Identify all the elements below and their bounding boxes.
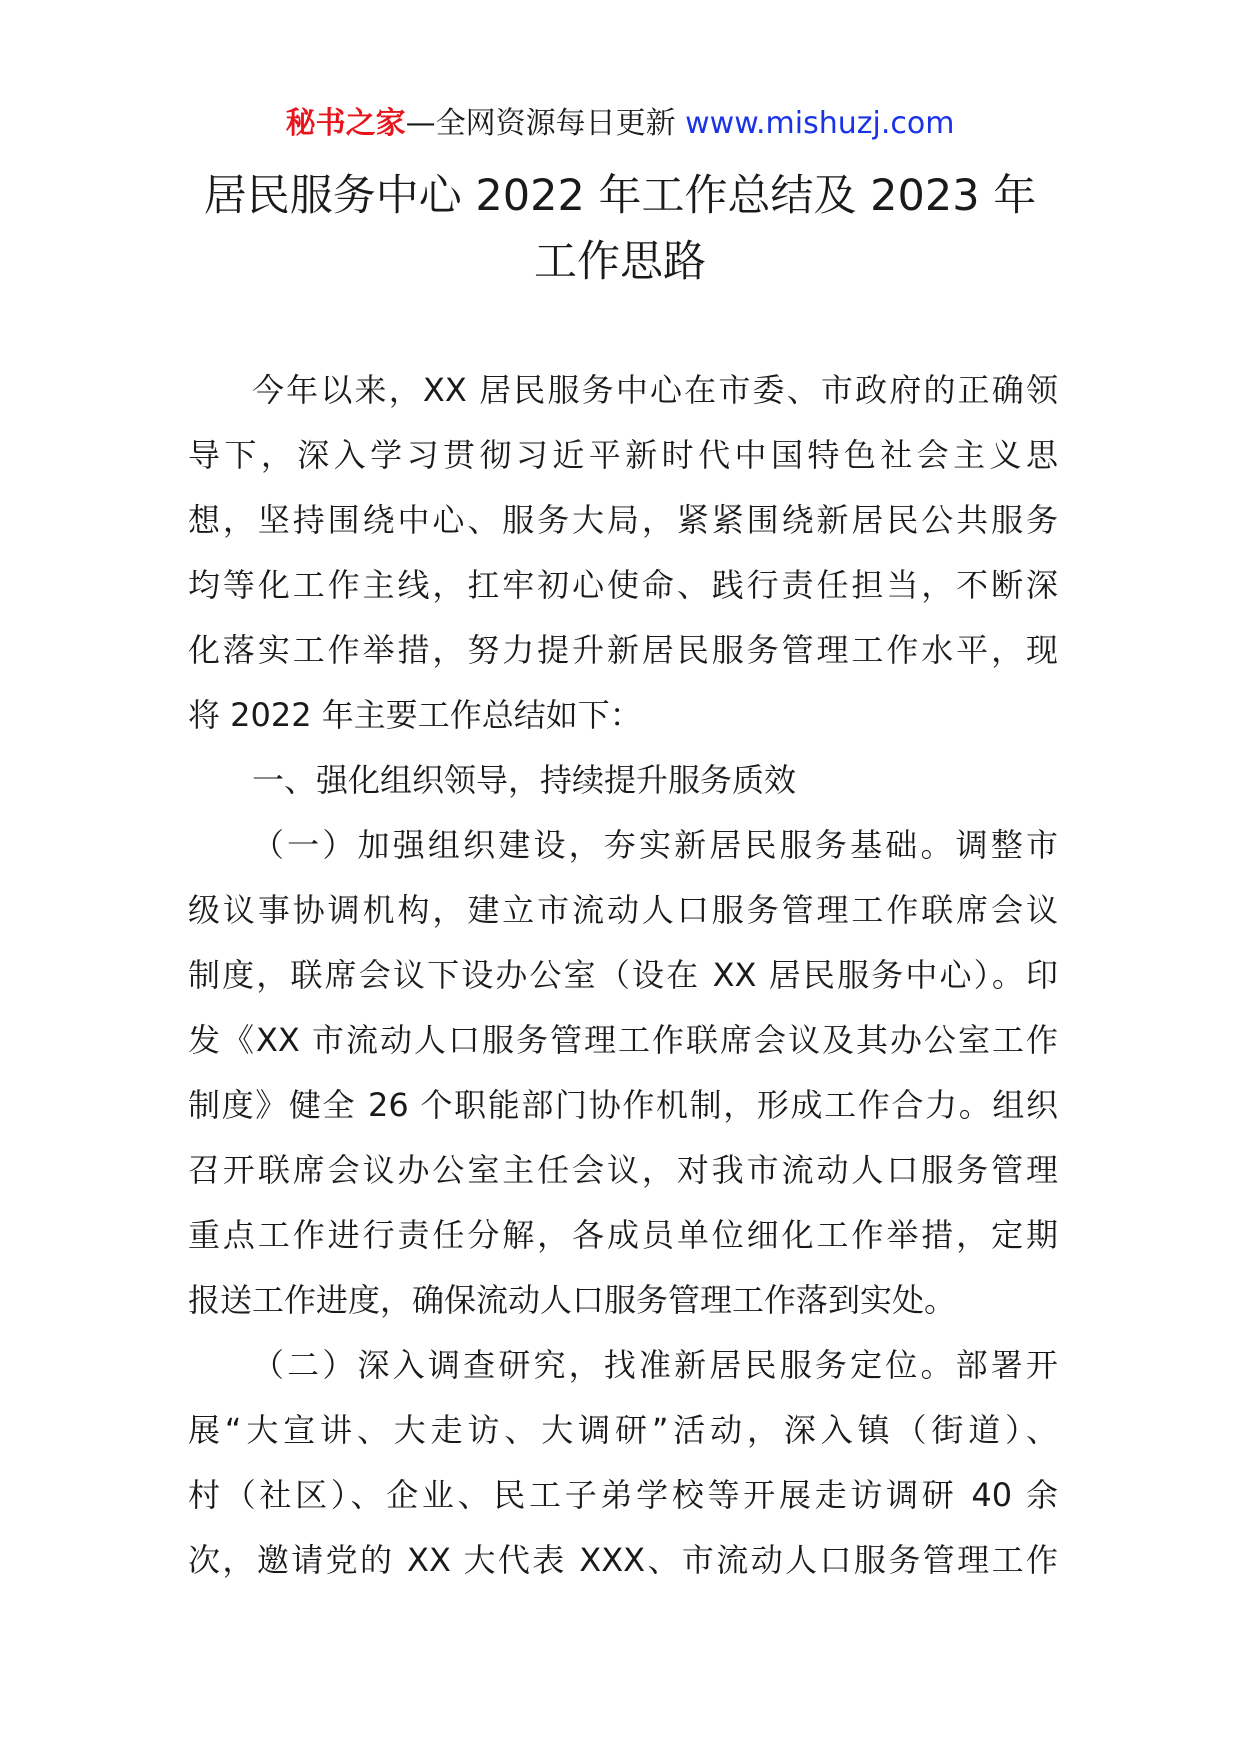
text-line: 召开联席会议办公室主任会议，对我市流动人口服务管理	[188, 1151, 1058, 1189]
text-line: 级议事协调机构，建立市流动人口服务管理工作联席会议	[188, 891, 1058, 929]
text-line: 导下，深入学习贯彻习近平新时代中国特色社会主义思	[188, 436, 1058, 474]
document-body	[188, 358, 1058, 1593]
site-url-link[interactable]: www.mishuzj.com	[685, 106, 955, 141]
paragraph-intro	[188, 358, 1058, 748]
brand-name: 秘书之家	[285, 106, 406, 141]
text-line: 制度》健全 26 个职能部门协作机制，形成工作合力。组织	[188, 1086, 1058, 1124]
text-line: 重点工作进行责任分解，各成员单位细化工作举措，定期	[188, 1216, 1058, 1254]
document-title	[0, 163, 1240, 295]
text-line: 今年以来，XX 居民服务中心在市委、市政府的正确领	[252, 371, 1058, 409]
site-banner	[0, 102, 1240, 146]
text-line: （一）加强组织建设，夯实新居民服务基础。调整市	[252, 826, 1058, 864]
text-line: （二）深入调查研究，找准新居民服务定位。部署开	[252, 1346, 1058, 1384]
text-line: 报送工作进度，确保流动人口服务管理工作落到实处。	[188, 1281, 957, 1319]
text-line: 制度，联席会议下设办公室（设在 XX 居民服务中心）。印	[188, 956, 1058, 994]
section-heading-text: 一、强化组织领导，持续提升服务质效	[252, 761, 797, 799]
text-line: 展“大宣讲、大走访、大调研”活动，深入镇（街道）、	[188, 1411, 1058, 1449]
banner-tagline: —全网资源每日更新	[405, 106, 676, 141]
text-line: 次，邀请党的 XX 大代表 XXX、市流动人口服务管理工作	[188, 1541, 1058, 1579]
text-line: 村（社区）、企业、民工子弟学校等开展走访调研 40 余	[188, 1476, 1058, 1514]
text-line: 化落实工作举措，努力提升新居民服务管理工作水平，现	[188, 631, 1058, 669]
paragraph-research	[188, 1333, 1058, 1593]
text-line: 均等化工作主线，扛牢初心使命、践行责任担当，不断深	[188, 566, 1058, 604]
title-line-1: 居民服务中心 2022 年工作总结及 2023 年	[203, 171, 1037, 221]
section-heading-1	[188, 748, 1058, 813]
title-line-2: 工作思路	[534, 237, 706, 287]
paragraph-organization	[188, 813, 1058, 1333]
text-line: 将 2022 年主要工作总结如下：	[188, 696, 642, 734]
text-line: 想，坚持围绕中心、服务大局，紧紧围绕新居民公共服务	[188, 501, 1058, 539]
text-line: 发《XX 市流动人口服务管理工作联席会议及其办公室工作	[188, 1021, 1058, 1059]
